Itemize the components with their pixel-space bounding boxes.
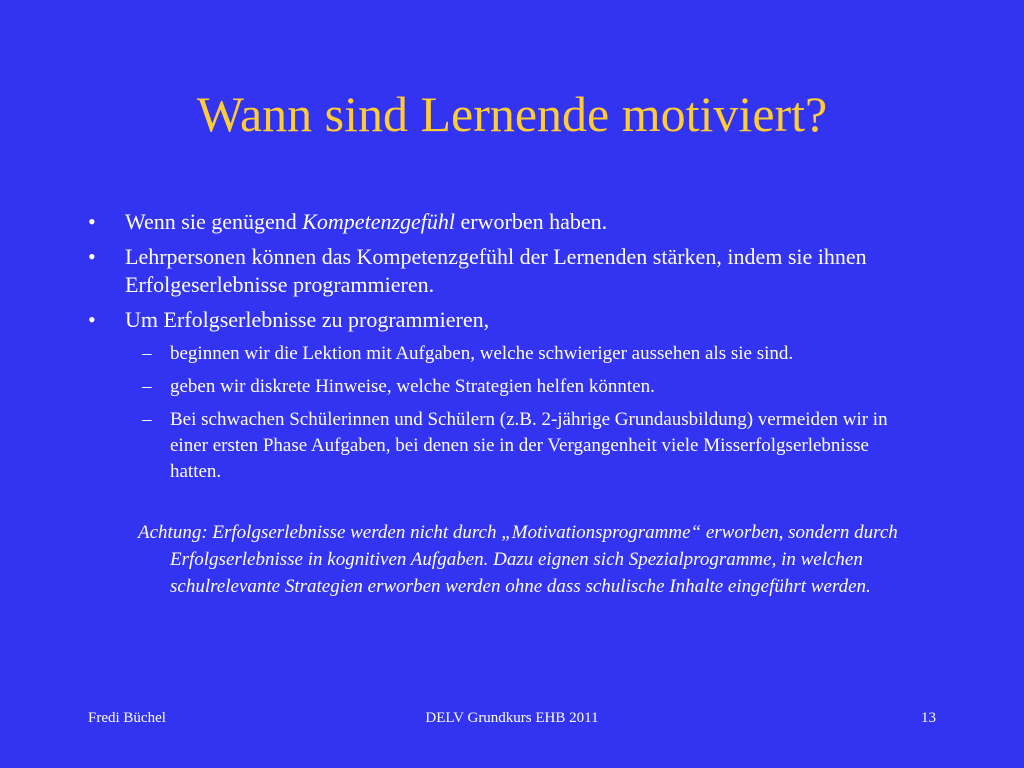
bullet-item — [88, 243, 948, 299]
subbullet-marker: – — [142, 376, 152, 397]
subbullet-marker: – — [142, 409, 152, 430]
bullet-text: Um Erfolgserlebnisse zu programmieren, — [125, 307, 490, 332]
bullet-text: erworben haben. — [455, 209, 608, 234]
slide-body — [88, 208, 948, 600]
bullet-text: Lehrpersonen können das Kompetenzgefühl der Lernenden stärken, indem sie ihnen Erfolgeserlebnisse programmieren. — [125, 244, 867, 297]
bullet-marker: • — [88, 307, 96, 332]
bullet-item — [88, 208, 948, 236]
bullet-marker: • — [88, 209, 96, 234]
bullet-marker: • — [88, 244, 96, 269]
subbullet-item — [132, 341, 910, 367]
bullet-item — [88, 306, 948, 334]
slide-title: Wann sind Lernende motiviert? — [196, 86, 828, 142]
subbullet-item — [132, 407, 910, 485]
note-text: Achtung: Erfolgserlebnisse werden nicht durch „Motivationsprogramme“ erworben, sondern durch Erfolgserlebnisse in kognitiven Aufgaben. Dazu eignen sich Spezialprogramme, in welchen schulrelevante Strategien erworben werden ohne dass schulische Inhalte eingeführt werden. — [138, 522, 898, 597]
subbullet-text: Bei schwachen Schülerinnen und Schülern (z.B. 2-jährige Grundausbildung) vermeiden wir in einer ersten Phase Aufgaben, bei denen sie in der Vergangenheit viele Misserfolgserlebnisse hatten. — [170, 409, 888, 482]
bullet-emphasis: Kompetenzgefühl — [302, 209, 456, 234]
subbullet-text: beginnen wir die Lektion mit Aufgaben, welche schwieriger aussehen als sie sind. — [170, 343, 794, 364]
subbullet-item — [132, 374, 910, 400]
subbullet-text: geben wir diskrete Hinweise, welche Strategien helfen könnten. — [170, 376, 655, 397]
footer-event: DELV Grundkurs EHB 2011 — [425, 710, 599, 726]
footer-author: Fredi Büchel — [88, 710, 166, 726]
bullet-text: Wenn sie genügend — [125, 209, 303, 234]
subbullet-marker: – — [142, 343, 152, 364]
footer-page-number: 13 — [921, 710, 936, 726]
